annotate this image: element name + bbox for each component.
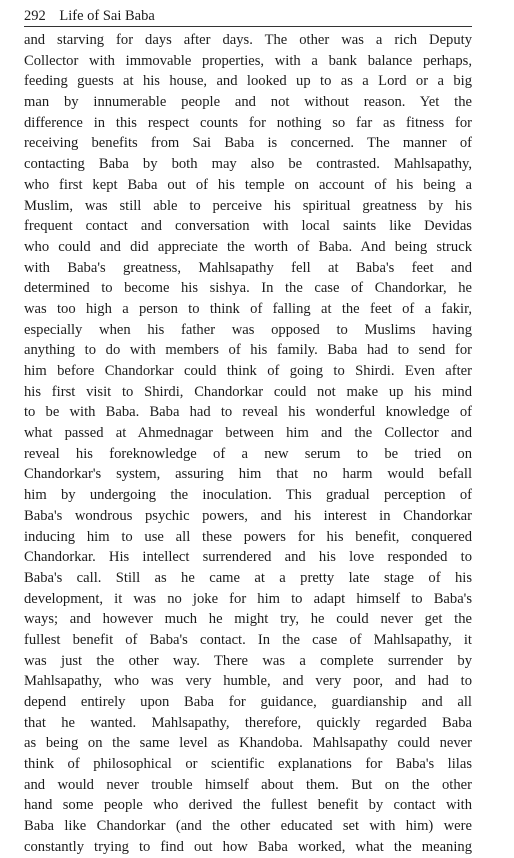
text-line: reveal his foreknowledge of a new serum to be tried on [24, 445, 472, 462]
header-rule [24, 26, 472, 27]
text-line: feeding guests at his house, and looked up to as a Lord or a big [24, 73, 472, 90]
text-line: and would never trouble himself about them. But on the other [24, 776, 472, 793]
text-line: Muslim, was still able to perceive his spiritual greatness by his [24, 197, 472, 214]
text-line: fullest benefit of Baba's contact. In the case of Mahlsapathy, it [24, 631, 472, 648]
page-number: 292 [24, 8, 46, 24]
text-line: Mahlsapathy, who was very humble, and very poor, and had to [24, 673, 472, 690]
text-line: inducing him to use all these powers for his benefit, conquered [24, 528, 472, 545]
text-line: that he wanted. Mahlsapathy, therefore, quickly regarded Baba [24, 714, 472, 731]
text-line: contacting Baba by both may also be contrasted. Mahlsapathy, [24, 156, 472, 173]
text-line: to be with Baba. Baba had to reveal his wonderful knowledge of [24, 404, 472, 421]
text-line: receiving benefits from Sai Baba is concerned. The manner of [24, 135, 472, 152]
text-line: was too high a person to think of falling at the feet of a fakir, [24, 300, 472, 317]
text-line: Baba's wondrous psychic powers, and his interest in Chandorkar [24, 507, 472, 524]
text-line: with Baba's greatness, Mahlsapathy fell at Baba's feet and [24, 259, 472, 276]
text-line: think of philosophical or scientific explanations for Baba's lilas [24, 756, 472, 773]
text-line: development, it was no joke for him to adapt himself to Baba's [24, 590, 472, 607]
text-line: Collector with immovable properties, with a bank balance perhaps, [24, 52, 472, 69]
running-title: Life of Sai Baba [59, 8, 155, 24]
text-line: Chandorkar's system, assuring him that no harm would befall [24, 466, 472, 483]
text-line: who could and did appreciate the worth of Baba. And being struck [24, 238, 472, 255]
text-line: him before Chandorkar could think of going to Shirdi. Even after [24, 363, 472, 379]
text-line: Baba's call. Still as he came at a pretty late stage of his [24, 569, 472, 586]
text-line: as being on the same level as Khandoba. Mahlsapathy could never [24, 735, 472, 752]
text-line: frequent contact and conversation with local saints like Devidas [24, 218, 472, 235]
text-line: his first visit to Shirdi, Chandorkar could not make up his mind [24, 383, 472, 400]
text-line: was just the other way. There was a complete surrender by [24, 652, 472, 669]
text-line: ways; and however much he might try, he could never get the [24, 611, 472, 628]
text-line: hand some people who derived the fullest benefit by contact with [24, 797, 472, 814]
text-line: Baba like Chandorkar (and the other educated set with him) were [24, 818, 472, 835]
running-header [24, 7, 155, 25]
body-text [24, 30, 472, 858]
text-line: anything to do with members of his family. Baba had to send for [24, 342, 472, 359]
text-line: depend entirely upon Baba for guidance, guardianship and all [24, 694, 472, 710]
text-line: constantly trying to find out how Baba worked, what the meaning [24, 838, 472, 855]
text-line: determined to become his sishya. In the case of Chandorkar, he [24, 280, 472, 297]
text-line: difference in this respect counts for nothing so far as fitness for [24, 114, 472, 131]
text-line: him by undergoing the inoculation. This gradual perception of [24, 487, 472, 504]
text-line: Chandorkar. His intellect surrendered and his love responded to [24, 549, 472, 566]
text-line: and starving for days after days. The other was a rich Deputy [24, 32, 472, 48]
text-line: what passed at Ahmednagar between him and the Collector and [24, 425, 472, 442]
text-line: especially when his father was opposed to Muslims having [24, 321, 472, 338]
text-line: who first kept Baba out of his temple on account of his being a [24, 176, 472, 193]
text-line: man by innumerable people and not without reason. Yet the [24, 94, 472, 111]
